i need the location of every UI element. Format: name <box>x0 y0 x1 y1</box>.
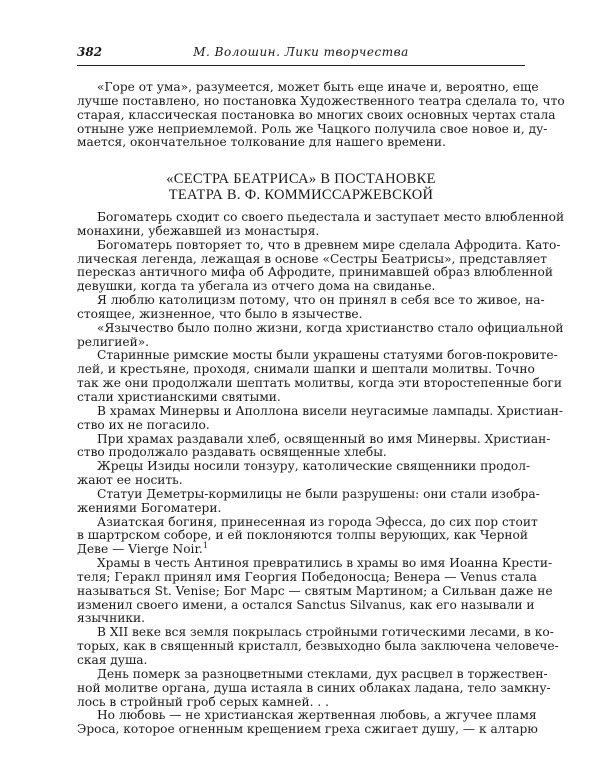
text-line: девушки, когда та убегала из отчего дома на свиданье. <box>77 279 436 294</box>
paragraph <box>77 486 540 516</box>
text-line: изменил своего имени, а остался Sanctus Silvanus, как его называли и <box>77 597 535 612</box>
paragraph <box>77 556 553 626</box>
text-line: ной молитве органа, душа истаяла в синих облаках ладана, тело замкну- <box>77 680 551 695</box>
text-line: торых, как в священный кристалл, безвыходно была заключена человече- <box>77 639 559 654</box>
text-line: «Язычество было полно жизни, когда христианство стало официальной <box>97 320 564 335</box>
text-line: Но любовь — не христианская жертвенная любовь, а жгучее пламя <box>97 708 537 723</box>
running-header <box>77 45 525 63</box>
paragraph <box>77 431 551 461</box>
text-line: День померк за разноцветными стеклами, дух расцвел в торжествен- <box>97 666 548 681</box>
text-line: Деве — Vierge Noir.$^1$ <box>77 541 208 557</box>
text-line: лучше поставлено, но постановка Художественного театра сделала то, что <box>77 93 565 108</box>
text-line: пересказ античного мифа об Афродите, принимавшей образ влюбленной <box>77 265 553 280</box>
text-line: ство их не погасило. <box>77 417 210 432</box>
text-line: мается, окончательное толкование для нашего времени. <box>77 135 446 150</box>
text-line: Азиатская богиня, принесенная из города Эфесса, до сих пор стоит <box>97 514 538 529</box>
text-line: отныне уже неприемлемой. Роль же Чацкого получила свое новое и, ду- <box>77 121 548 136</box>
paragraph <box>77 708 538 737</box>
text-line: старая, классическая постановка во многих своих основных чертах стала <box>77 107 556 122</box>
text-line: лическая легенда, лежащая в основе «Сестры Беатрисы», представляет <box>77 251 547 266</box>
text-line: религией». <box>77 334 150 349</box>
text-line: лей, и крестьяне, проходя, снимали шапки и шептали молитвы. Точно <box>77 362 535 377</box>
paragraph <box>77 666 551 710</box>
text-line: В XII веке вся земля покрылась стройными готическими лесами, в ко- <box>97 625 554 640</box>
paragraph <box>77 80 565 150</box>
header-rule <box>77 65 525 66</box>
text-line: лось в стройный гроб серых камней. . . <box>77 694 330 709</box>
text-line: в шартрском соборе, и ей поклоняются толпы верующих, как Черной <box>77 528 528 543</box>
running-title: М. Волошин. Лики творчества <box>193 45 409 59</box>
text-line: Старинные римские мосты были украшены статуями богов-покровите- <box>97 348 558 363</box>
text-line: стоящее, жизненное, что было в язычестве. <box>77 306 363 321</box>
text-line: так же они продолжали шептать молитвы, когда эти второстепенные боги <box>77 376 562 391</box>
text-line: называться St. Venise; Бог Марс — святым Мартином; а Сильван даже не <box>77 583 553 598</box>
text-line: ство продолжало раздавать освященные хлебы. <box>77 445 387 460</box>
text-line: Богоматерь повторяет то, что в древнем мире сделала Афродита. Като- <box>97 237 561 252</box>
text-line: стали христианскими святыми. <box>77 389 281 404</box>
text-line: «Горе от ума», разумеется, может быть еще иначе и, вероятно, еще <box>97 80 539 94</box>
text-line: Статуи Деметры-кормилицы не были разрушены: они стали изобра- <box>97 486 540 501</box>
text-line: ская душа. <box>77 653 148 667</box>
paragraph <box>77 320 564 350</box>
footnote-mark: 1 <box>202 541 208 551</box>
text-line: теля; Геракл принял имя Георгия Победоносца; Венера — Venus стала <box>77 569 537 584</box>
page-number: 382 <box>77 45 103 59</box>
paragraph <box>77 514 538 558</box>
paragraph <box>77 348 562 404</box>
section-heading-line-1: «СЕСТРА БЕАТРИСА» В ПОСТАНОВКЕ <box>166 171 436 187</box>
paragraph <box>77 403 563 433</box>
text-line: монахини, убежавшей из монастыря. <box>77 223 320 238</box>
text-line: Храмы в честь Антиноя превратились в храмы во имя Иоанна Крести- <box>97 556 553 571</box>
paragraph <box>77 625 559 668</box>
section-heading-line-2: ТЕАТРА В. Ф. КОММИССАРЖЕВСКОЙ <box>168 187 434 203</box>
text-line: Я люблю католицизм потому, что он принял в себя все то живое, на- <box>97 293 545 308</box>
paragraph <box>77 459 531 488</box>
intro-text <box>77 80 565 150</box>
text-line: Богоматерь сходит со своего пьедестала и заступает место влюбленной <box>97 210 565 224</box>
paragraph <box>77 293 545 322</box>
text-line: язычники. <box>77 611 145 626</box>
section-heading <box>77 171 525 203</box>
text-line: При храмах раздавали хлеб, освященный во имя Минервы. Христиан- <box>97 431 551 446</box>
text-line: В храмах Минервы и Аполлона висели неугасимые лампады. Христиан- <box>97 403 563 418</box>
text-line: жениями Богоматери. <box>77 500 222 515</box>
body-text <box>77 210 565 737</box>
text-line: Жрецы Изиды носили тонзуру, католические священники продол- <box>97 459 531 474</box>
text-line: жают ее носить. <box>77 473 183 488</box>
text-line: Эроса, которое огненным крещением греха сжигает душу, — к алтарю <box>77 722 538 737</box>
paragraph <box>77 210 565 239</box>
paragraph <box>77 237 561 294</box>
